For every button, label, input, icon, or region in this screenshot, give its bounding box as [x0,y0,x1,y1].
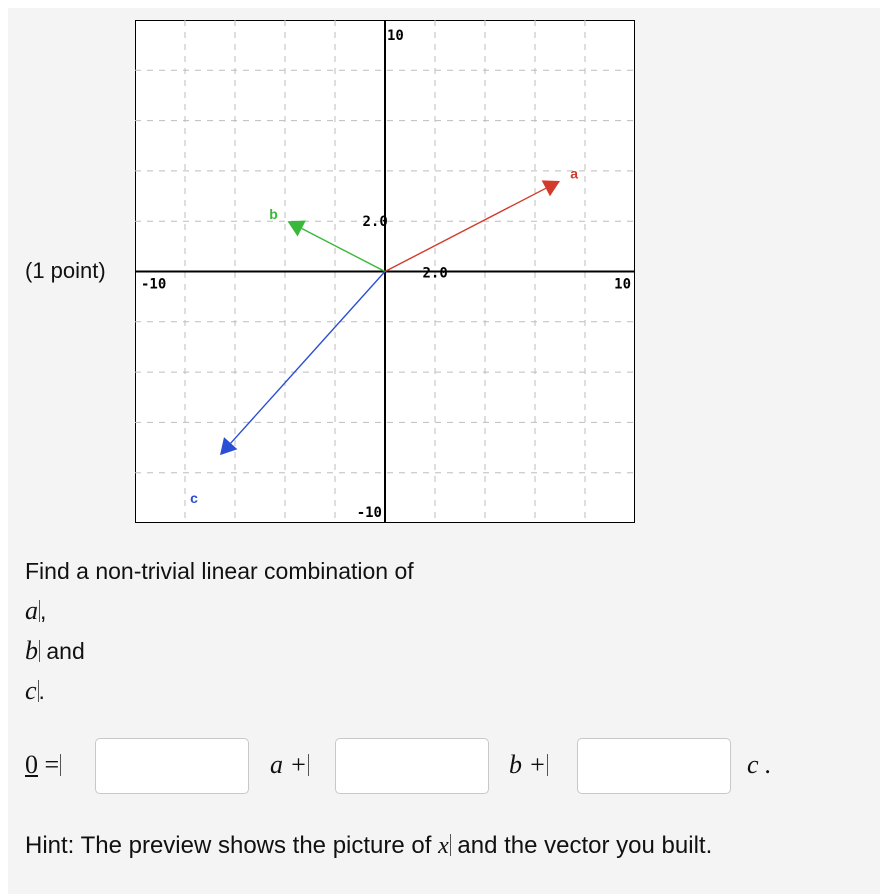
vector-graph [135,20,635,523]
term-a-text: a + [270,750,308,779]
term-c [747,750,772,780]
zero-vector [25,750,61,780]
math-cursor [547,754,548,776]
coefficient-c-input[interactable] [577,738,731,794]
term-b [509,750,548,780]
hint-after: and the vector you built. [450,832,713,859]
vector-c-suffix: . [38,678,45,704]
problem-prompt: Find a non-trivial linear combination of [25,558,414,584]
points-label: (1 point) [25,258,106,283]
vector-b-suffix: and [40,638,85,664]
equals-sign: = [44,750,60,779]
term-c-text: c . [747,750,772,779]
vector-c-line [25,676,45,706]
vector-a-label: a [570,165,579,182]
axis-label-left: -10 [141,276,167,293]
vector-a-suffix: , [40,598,47,624]
vector-a-symbol: a [25,596,38,625]
math-cursor [308,754,309,776]
axis-label-top: 10 [387,28,404,44]
hint-text [25,832,712,860]
vector-b-label: b [269,206,278,223]
axis-label-bottom: -10 [356,505,382,521]
vector-a-line [25,596,46,626]
term-b-text: b + [509,750,547,779]
vector-c-label: c [190,490,198,507]
vector-c-symbol: c [25,676,37,705]
axis-tick-y: 2.0 [362,214,388,231]
vector-b-line [25,636,85,666]
axis-tick-x: 2.0 [422,265,448,282]
equation-row [25,738,865,798]
vector-b-symbol: b [25,636,38,665]
coefficient-a-input[interactable] [95,738,249,794]
term-a [270,750,309,780]
hint-before: Hint: The preview shows the picture of [25,832,439,859]
axis-label-right: 10 [614,276,631,293]
math-cursor [60,754,61,776]
hint-variable: x [438,833,449,859]
zero-symbol: 0 [25,750,38,779]
coefficient-b-input[interactable] [335,738,489,794]
